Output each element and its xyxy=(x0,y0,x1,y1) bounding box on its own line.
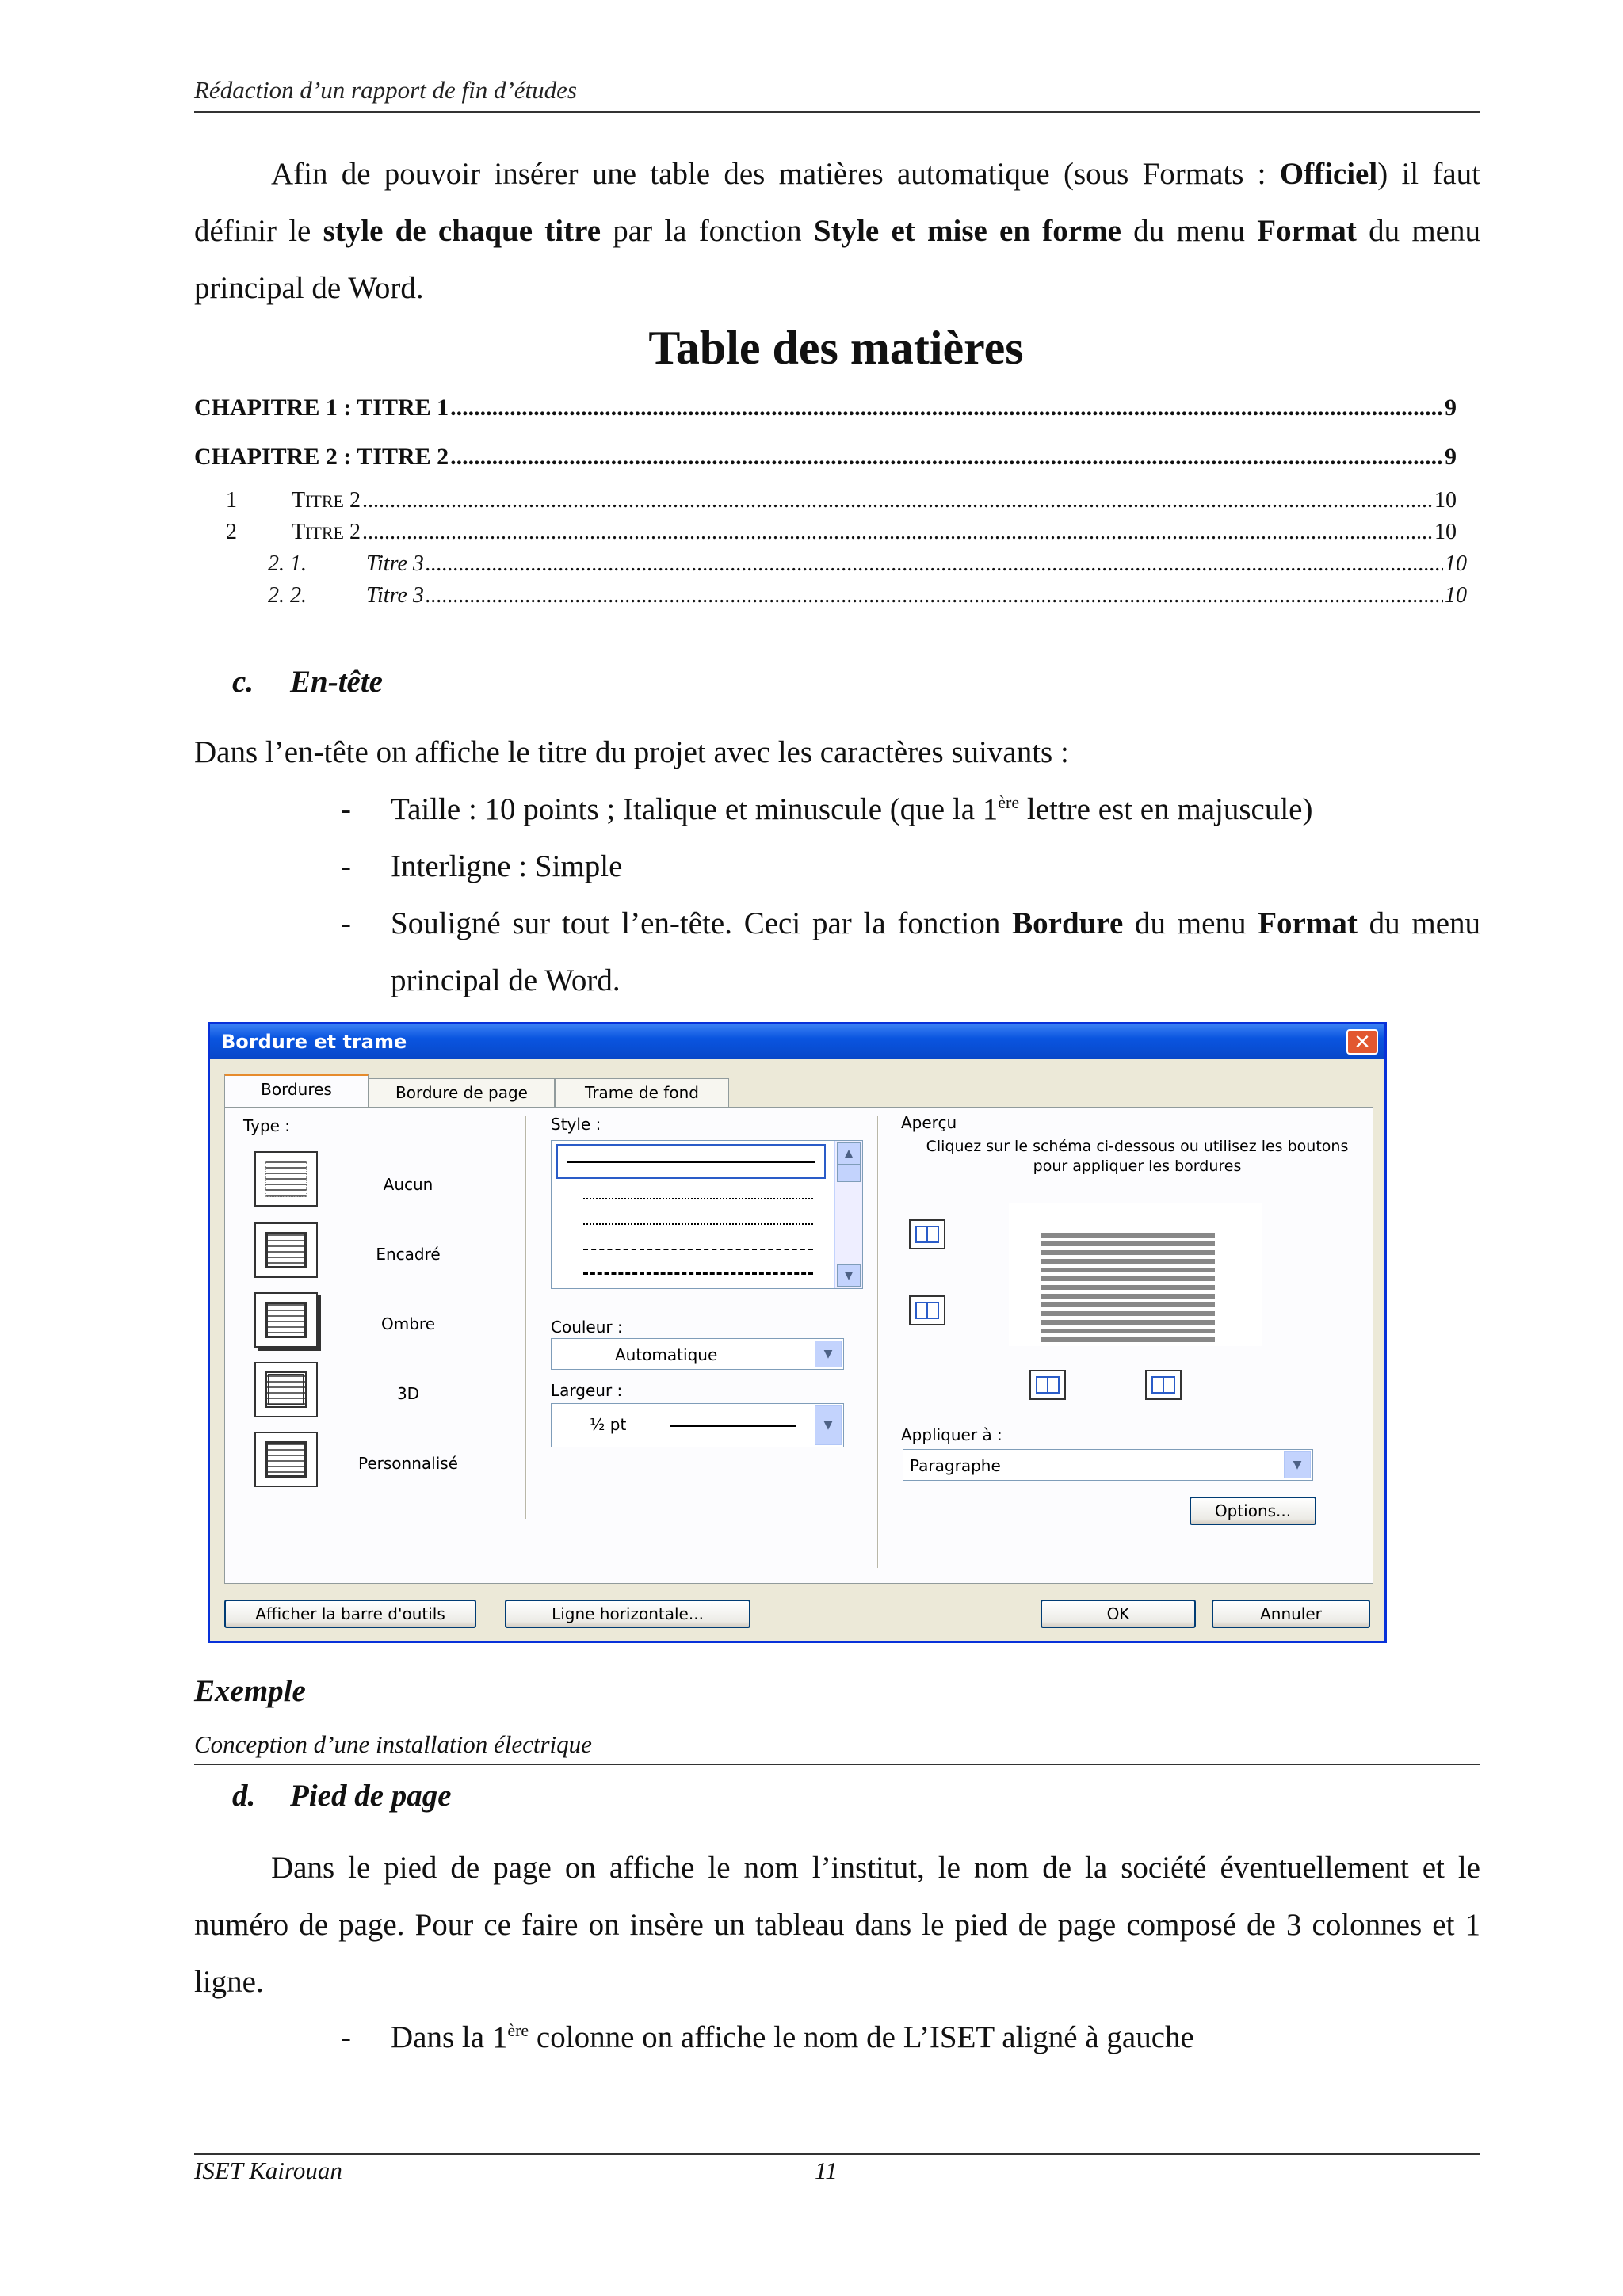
horizontal-line-button[interactable]: Ligne horizontale... xyxy=(505,1600,750,1628)
top-border-icon[interactable] xyxy=(909,1219,945,1249)
style-label: Style : xyxy=(551,1115,601,1134)
bullet-dash: - xyxy=(341,906,351,940)
list-item-text xyxy=(391,2009,1480,2066)
footer-rule xyxy=(194,2153,1480,2155)
bottom-border-icon[interactable] xyxy=(909,1295,945,1325)
toc-entry-page: 10 xyxy=(1434,520,1457,544)
section-heading-d xyxy=(232,1778,452,1814)
type-label: Type : xyxy=(243,1116,291,1135)
intro-text: Afin de pouvoir insérer une table des matières automatique (sous Formats : xyxy=(271,157,1280,191)
bullet-dash: - xyxy=(341,2020,351,2054)
options-button[interactable]: Options... xyxy=(1190,1497,1316,1525)
example-label: Exemple xyxy=(194,1674,306,1708)
toc-leader xyxy=(362,488,1433,513)
list-text: du menu xyxy=(1123,906,1258,940)
toc-entry[interactable] xyxy=(194,395,1457,421)
preset-label[interactable]: Personnalisé xyxy=(358,1454,458,1473)
preset-label[interactable]: Aucun xyxy=(383,1175,433,1194)
preset-label[interactable]: Ombre xyxy=(380,1314,435,1333)
toc-entry-label: 2 xyxy=(344,520,361,544)
style-listbox[interactable] xyxy=(551,1140,863,1289)
scroll-thumb[interactable] xyxy=(837,1165,861,1182)
section-c-intro: Dans l’en-tête on affiche le titre du projet avec les caractères suivants : xyxy=(194,735,1069,769)
list-text: Dans la 1 xyxy=(391,2020,508,2054)
width-dropdown[interactable] xyxy=(551,1403,844,1447)
footer-institute: ISET Kairouan xyxy=(194,2157,342,2184)
bullet-dash: - xyxy=(341,792,351,826)
preset-none-icon[interactable] xyxy=(254,1151,318,1207)
toc-entry-label: Titre 3 xyxy=(366,583,424,608)
example-header-rule xyxy=(194,1764,1480,1765)
color-label: Couleur : xyxy=(551,1318,623,1337)
toc-entry-label: ITRE xyxy=(305,523,344,543)
toc-entry[interactable] xyxy=(194,444,1457,471)
toc-entry-page: 9 xyxy=(1445,444,1457,470)
preview-hint: Cliquez sur le schéma ci-dessous ou utilisez les boutons pour appliquer les bordures xyxy=(926,1138,1349,1175)
intro-bold: Officiel xyxy=(1279,157,1378,191)
section-heading-c xyxy=(232,664,383,700)
ok-button[interactable]: OK xyxy=(1041,1600,1196,1628)
width-label: Largeur : xyxy=(551,1381,623,1400)
section-d-paragraph: Dans le pied de page on affiche le nom l’institut, le nom de la société éventuellement et le numéro de page. Pour ce faire on insère un tableau dans le pied de page composé de 3 colonnes et 1 ligne. xyxy=(194,1851,1480,1999)
preset-3d-icon[interactable] xyxy=(254,1362,318,1417)
tab-shading[interactable]: Trame de fond xyxy=(555,1078,729,1107)
list-item-text xyxy=(391,781,1480,838)
list-text: Taille : 10 points ; Italique et minuscule (que la 1 xyxy=(391,792,999,826)
preview-label: Aperçu xyxy=(901,1113,957,1132)
list-item-text: Interligne : Simple xyxy=(391,849,623,883)
cancel-button[interactable]: Annuler xyxy=(1212,1600,1370,1628)
toc-entry-label: T xyxy=(292,488,306,513)
list-bold: Format xyxy=(1258,906,1358,940)
list-item-text xyxy=(391,895,1480,1009)
toc-leader xyxy=(362,520,1433,545)
running-header: Rédaction d’un rapport de fin d’études xyxy=(194,76,577,104)
toc-entry-page: 9 xyxy=(1445,395,1457,421)
section-letter: c. xyxy=(232,665,254,699)
header-rule xyxy=(194,111,1480,113)
intro-text: ) il faut définir le xyxy=(194,157,1481,248)
close-icon[interactable]: ✕ xyxy=(1346,1029,1378,1055)
toc-entry-label: CHAPITRE 1 : TITRE 1 xyxy=(194,395,449,421)
divider xyxy=(877,1116,879,1568)
superscript: ère xyxy=(998,792,1020,812)
section-title: Pied de page xyxy=(290,1779,452,1813)
toc-leader xyxy=(426,551,1443,577)
apply-label: Appliquer à : xyxy=(901,1425,1002,1444)
chevron-down-icon[interactable]: ▼ xyxy=(815,1405,842,1445)
preset-label[interactable]: Encadré xyxy=(376,1245,441,1264)
toc-entry-number: 2. 1. xyxy=(268,551,307,576)
list-bold: Bordure xyxy=(1012,906,1124,940)
tab-borders[interactable]: Bordures xyxy=(224,1074,369,1107)
list-text: lettre est en majuscule) xyxy=(1019,792,1313,826)
superscript: ère xyxy=(507,2020,529,2040)
toc-entry[interactable] xyxy=(226,520,1457,545)
toc-entry-label: T xyxy=(292,520,306,544)
intro-bold: style de chaque titre xyxy=(323,214,601,248)
divider xyxy=(525,1116,527,1519)
list-item xyxy=(341,2009,1480,2066)
color-dropdown[interactable] xyxy=(551,1338,844,1370)
intro-text: du menu principal de Word. xyxy=(194,214,1480,305)
toc-entry-label: 2 xyxy=(344,488,361,513)
chevron-down-icon[interactable]: ▼ xyxy=(1284,1451,1311,1478)
apply-dropdown[interactable] xyxy=(903,1449,1313,1481)
preset-shadow-icon[interactable] xyxy=(254,1292,318,1348)
preset-label[interactable]: 3D xyxy=(396,1384,420,1403)
list-item xyxy=(341,838,1480,895)
toc-entry[interactable] xyxy=(226,488,1457,513)
preset-custom-icon[interactable] xyxy=(254,1432,318,1487)
style-scrollbar[interactable] xyxy=(834,1141,862,1288)
right-border-icon[interactable] xyxy=(1145,1370,1182,1400)
toc-entry-number: 2. 2. xyxy=(268,583,307,608)
example-header-text: Conception d’une installation électrique xyxy=(194,1730,592,1758)
toc-entry-page: 10 xyxy=(1434,488,1457,513)
toc-title: Table des matières xyxy=(648,322,1024,374)
show-toolbar-button[interactable]: Afficher la barre d'outils xyxy=(224,1600,476,1628)
section-title: En-tête xyxy=(290,665,383,699)
intro-paragraph xyxy=(194,146,1480,317)
width-value: ½ pt xyxy=(590,1415,627,1434)
list-text: colonne on affiche le nom de L’ISET aligné à gauche xyxy=(529,2020,1194,2054)
intro-text: par la fonction xyxy=(601,214,814,248)
apply-value: Paragraphe xyxy=(910,1456,1001,1475)
toc-entry-number: 2 xyxy=(226,520,237,544)
tab-page-border[interactable]: Bordure de page xyxy=(369,1078,555,1107)
toc-leader xyxy=(450,444,1443,471)
list-item xyxy=(341,781,1480,838)
toc-entry-label: ITRE xyxy=(305,491,344,511)
list-text: Souligné sur tout l’en-tête. Ceci par la fonction xyxy=(391,906,1013,940)
intro-bold: Style et mise en forme xyxy=(813,214,1121,248)
intro-bold: Format xyxy=(1257,214,1357,248)
chevron-down-icon[interactable]: ▼ xyxy=(815,1341,842,1367)
left-border-icon[interactable] xyxy=(1029,1370,1066,1400)
toc-leader xyxy=(426,583,1443,608)
scroll-down-icon[interactable]: ▼ xyxy=(837,1264,861,1287)
toc-entry-page: 10 xyxy=(1445,551,1467,576)
toc-entry[interactable] xyxy=(268,551,1467,577)
intro-text: du menu xyxy=(1121,214,1258,248)
toc-entry-label: Titre 3 xyxy=(366,551,424,576)
toc-entry[interactable] xyxy=(268,583,1467,608)
preset-box-icon[interactable] xyxy=(254,1222,318,1278)
scroll-up-icon[interactable]: ▲ xyxy=(837,1142,861,1165)
page-number: 11 xyxy=(815,2157,838,2184)
toc-entry-label: CHAPITRE 2 : TITRE 2 xyxy=(194,444,449,470)
color-value: Automatique xyxy=(615,1345,718,1364)
toc-leader xyxy=(450,395,1443,421)
list-text: du menu principal de Word. xyxy=(391,906,1480,997)
toc-entry-number: 1 xyxy=(226,488,237,513)
list-item xyxy=(341,895,1480,1009)
section-letter: d. xyxy=(232,1779,256,1813)
preview-text-lines xyxy=(1041,1233,1215,1345)
selected-style[interactable] xyxy=(556,1144,826,1179)
dialog-title: Bordure et trame xyxy=(210,1024,1384,1059)
toc-entry-page: 10 xyxy=(1445,583,1467,608)
bullet-dash: - xyxy=(341,849,351,883)
